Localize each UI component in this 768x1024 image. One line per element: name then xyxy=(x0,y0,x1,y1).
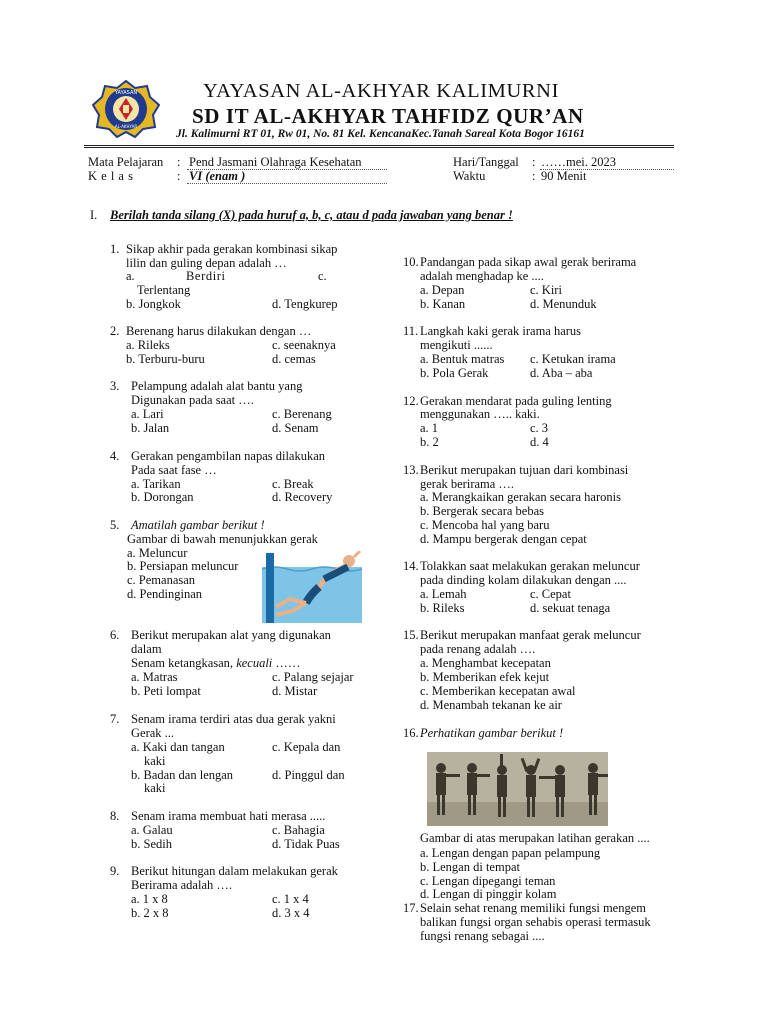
q1-opt-d: d. Tengkurep xyxy=(272,297,338,311)
q8-opt-d: d. Tidak Puas xyxy=(272,837,340,851)
q4-stem-1: Gerakan pengambilan napas dilakukan xyxy=(131,449,326,463)
q10-opt-b: b. Kanan xyxy=(420,297,466,311)
subject-value: Pend Jasmani Olahraga Kesehatan xyxy=(189,155,362,169)
q4-opt-c: c. Break xyxy=(272,477,314,491)
q3-opt-d: d. Senam xyxy=(272,421,319,435)
q2-opt-d: d. cemas xyxy=(272,352,316,366)
q14-stem-1: Tolakkan saat melakukan gerakan meluncur xyxy=(420,559,640,573)
q6-opt-d: d. Mistar xyxy=(272,684,318,698)
q2-opt-a: a. Rileks xyxy=(126,338,170,352)
class-underline xyxy=(187,183,387,184)
q14-opt-c: c. Cepat xyxy=(530,587,571,601)
q8-stem: Senam irama membuat hati merasa ..... xyxy=(131,809,326,823)
q12-opt-d: d. 4 xyxy=(530,435,549,449)
class-value: VI (enam ) xyxy=(189,169,246,183)
q13-stem-1: Berikut merupakan tujuan dari kombinasi xyxy=(420,463,629,477)
time-value: 90 Menit xyxy=(541,169,587,183)
q4-number: 4. xyxy=(110,449,120,463)
q13-number: 13. xyxy=(403,463,419,477)
class-label: K e l a s xyxy=(88,169,134,183)
class-sep: : xyxy=(177,169,181,183)
q6-number: 6. xyxy=(110,628,120,642)
q16-opt-b: b. Lengan di tempat xyxy=(420,860,520,874)
q1-opt-a: Berdiri xyxy=(186,269,226,283)
q1-stem-1: Sikap akhir pada gerakan kombinasi sikap xyxy=(126,242,338,256)
q8-number: 8. xyxy=(110,809,120,823)
q17-number: 17. xyxy=(403,901,419,915)
q2-opt-b: b. Terburu-buru xyxy=(126,352,205,366)
q1-number: 1. xyxy=(110,242,120,256)
q16-opt-d: d. Lengan di pinggir kolam xyxy=(420,887,557,901)
q3-opt-b: b. Jalan xyxy=(131,421,170,435)
q1-opt-b: b. Jongkok xyxy=(126,297,181,311)
q9-opt-d: d. 3 x 4 xyxy=(272,906,310,920)
q9-opt-c: c. 1 x 4 xyxy=(272,892,309,906)
q6-stem-3-emph: kecuali xyxy=(236,656,273,670)
q16-number: 16. xyxy=(403,726,419,740)
q7-stem-1: Senam irama terdiri atas dua gerak yakni xyxy=(131,712,336,726)
q4-opt-d: d. Recovery xyxy=(272,490,333,504)
q7-stem-2: Gerak ... xyxy=(131,726,175,740)
q10-opt-a: a. Depan xyxy=(420,283,465,297)
q14-opt-a: a. Lemah xyxy=(420,587,467,601)
foundation-name: YAYASAN AL-AKHYAR KALIMURNI xyxy=(203,80,559,102)
school-crest-logo xyxy=(92,80,160,138)
q15-number: 15. xyxy=(403,628,419,642)
q3-stem-1: Pelampung adalah alat bantu yang xyxy=(131,379,303,393)
arm-exercise-photo xyxy=(427,752,608,826)
q5-opt-d: d. Pendinginan xyxy=(127,587,202,601)
q17-stem-3: fungsi renang sebagai .... xyxy=(420,929,545,943)
q15-opt-a: a. Menghambat kecepatan xyxy=(420,656,551,670)
q1-opt-c: Terlentang xyxy=(137,283,191,297)
date-underline xyxy=(540,169,674,170)
q12-opt-a: a. 1 xyxy=(420,421,439,435)
q11-opt-c: c. Ketukan irama xyxy=(530,352,616,366)
q4-opt-a: a. Tarikan xyxy=(131,477,181,491)
q16-stem-1: Perhatikan gambar berikut ! xyxy=(420,726,564,740)
q13-opt-b: b. Bergerak secara bebas xyxy=(420,504,545,518)
q7-opt-d: d. Pinggul dan xyxy=(272,768,345,782)
section-instruction: Berilah tanda silang (X) pada huruf a, b, c, atau d pada jawaban yang benar ! xyxy=(110,208,513,222)
q8-opt-a: a. Galau xyxy=(131,823,173,837)
q10-opt-c: c. Kiri xyxy=(530,283,562,297)
q15-opt-c: c. Memberikan kecepatan awal xyxy=(420,684,576,698)
section-number: I. xyxy=(90,208,98,222)
q17-stem-2: balikan fungsi organ sehabis operasi termasuk xyxy=(420,915,651,929)
q10-number: 10. xyxy=(403,255,419,269)
time-sep: : xyxy=(532,169,536,183)
q15-opt-b: b. Memberikan efek kejut xyxy=(420,670,550,684)
date-value: ……mei. 2023 xyxy=(541,155,616,169)
q11-number: 11. xyxy=(403,324,419,338)
q6-opt-b: b. Peti lompat xyxy=(131,684,201,698)
q2-opt-c: c. seenaknya xyxy=(272,338,336,352)
q11-opt-b: b. Pola Gerak xyxy=(420,366,489,380)
q14-number: 14. xyxy=(403,559,419,573)
q7-opt-a-cont: kaki xyxy=(144,754,166,768)
subject-sep: : xyxy=(177,155,181,169)
q15-stem-1: Berikut merupakan manfaat gerak meluncur xyxy=(420,628,641,642)
q15-stem-2: pada renang adalah …. xyxy=(420,642,536,656)
q12-stem-2: menggunakan ….. kaki. xyxy=(420,407,540,421)
q7-opt-c: c. Kepala dan xyxy=(272,740,341,754)
q13-stem-2: gerak berirama …. xyxy=(420,477,515,491)
q6-stem-3-c: …… xyxy=(272,656,301,670)
q3-opt-c: c. Berenang xyxy=(272,407,332,421)
date-sep: : xyxy=(532,155,536,169)
q4-opt-b: b. Dorongan xyxy=(131,490,194,504)
q10-opt-d: d. Menunduk xyxy=(530,297,597,311)
subject-label: Mata Pelajaran xyxy=(88,155,164,169)
q1-opt-c-letter: c. xyxy=(318,269,327,283)
logo-bottom-text: AL-AKHYAR xyxy=(114,124,138,129)
q11-opt-a: a. Bentuk matras xyxy=(420,352,505,366)
q1-opt-a-letter: a. xyxy=(126,269,135,283)
q6-stem-2: dalam xyxy=(131,642,162,656)
q12-number: 12. xyxy=(403,394,419,408)
q9-stem-1: Berikut hitungan dalam melakukan gerak xyxy=(131,864,338,878)
q5-stem-1: Amatilah gambar berikut ! xyxy=(131,518,265,532)
q7-opt-b: b. Badan dan lengan xyxy=(131,768,234,782)
q5-opt-b: b. Persiapan meluncur xyxy=(127,559,239,573)
q9-opt-b: b. 2 x 8 xyxy=(131,906,169,920)
swimmer-push-off-image xyxy=(262,551,362,623)
q10-stem-2: adalah menghadap ke .... xyxy=(420,269,544,283)
subject-underline xyxy=(187,169,387,170)
q4-stem-2: Pada saat fase … xyxy=(131,463,217,477)
q13-opt-d: d. Mampu bergerak dengan cepat xyxy=(420,532,587,546)
q8-opt-b: b. Sedih xyxy=(131,837,172,851)
q9-stem-2: Berirama adalah …. xyxy=(131,878,232,892)
q6-stem-1: Berikut merupakan alat yang digunakan xyxy=(131,628,331,642)
q13-opt-a: a. Merangkaikan gerakan secara haronis xyxy=(420,490,621,504)
q11-opt-d: d. Aba – aba xyxy=(530,366,593,380)
q17-stem-1: Selain sehat renang memiliki fungsi mengem xyxy=(420,901,646,915)
q14-opt-d: d. sekuat tenaga xyxy=(530,601,611,615)
time-label: Waktu xyxy=(453,169,486,183)
q5-stem-2: Gambar di bawah menunjukkan gerak xyxy=(127,532,318,546)
q12-opt-c: c. 3 xyxy=(530,421,549,435)
q12-opt-b: b. 2 xyxy=(420,435,439,449)
header-rule xyxy=(84,145,674,146)
q12-stem-1: Gerakan mendarat pada guling lenting xyxy=(420,394,612,408)
logo-top-text: YAYASAN xyxy=(114,90,138,96)
q6-opt-c: c. Palang sejajar xyxy=(272,670,354,684)
q3-number: 3. xyxy=(110,379,120,393)
q5-number: 5. xyxy=(110,518,120,532)
q16-opt-a: a. Lengan dengan papan pelampung xyxy=(420,846,601,860)
q10-stem-1: Pandangan pada sikap awal gerak berirama xyxy=(420,255,637,269)
q3-stem-2: Digunakan pada saat …. xyxy=(131,393,254,407)
q8-opt-c: c. Bahagia xyxy=(272,823,325,837)
q6-stem-3-a: Senam ketangkasan, xyxy=(131,656,237,670)
q2-stem: Berenang harus dilakukan dengan … xyxy=(126,324,312,338)
q5-opt-a: a. Meluncur xyxy=(127,546,188,560)
q5-opt-c: c. Pemanasan xyxy=(127,573,196,587)
q14-stem-2: pada dinding kolam dilakukan dengan .... xyxy=(420,573,627,587)
date-label: Hari/Tanggal xyxy=(453,155,519,169)
q7-opt-a: a. Kaki dan tangan xyxy=(131,740,225,754)
q7-opt-b-cont: kaki xyxy=(144,781,166,795)
q9-number: 9. xyxy=(110,864,120,878)
q6-opt-a: a. Matras xyxy=(131,670,178,684)
q7-number: 7. xyxy=(110,712,120,726)
q3-opt-a: a. Lari xyxy=(131,407,164,421)
q15-opt-d: d. Menambah tekanan ke air xyxy=(420,698,562,712)
q16-stem-2: Gambar di atas merupakan latihan gerakan .... xyxy=(420,831,650,845)
q1-stem-2: lilin dan guling depan adalah … xyxy=(126,256,287,270)
header-rule-2 xyxy=(84,147,674,148)
q13-opt-c: c. Mencoba hal yang baru xyxy=(420,518,550,532)
q11-stem-1: Langkah kaki gerak irama harus xyxy=(420,324,582,338)
q14-opt-b: b. Rileks xyxy=(420,601,465,615)
q2-number: 2. xyxy=(110,324,120,338)
school-address: Jl. Kalimurni RT 01, Rw 01, No. 81 Kel. KencanaKec.Tanah Sareal Kota Bogor 16161 xyxy=(176,128,585,140)
school-name: SD IT AL-AKHYAR TAHFIDZ QUR’AN xyxy=(192,104,584,128)
q9-opt-a: a. 1 x 8 xyxy=(131,892,168,906)
q6-stem-3 xyxy=(131,657,300,671)
q16-opt-c: c. Lengan dipegangi teman xyxy=(420,874,556,888)
q11-stem-2: mengikuti ...... xyxy=(420,338,493,352)
